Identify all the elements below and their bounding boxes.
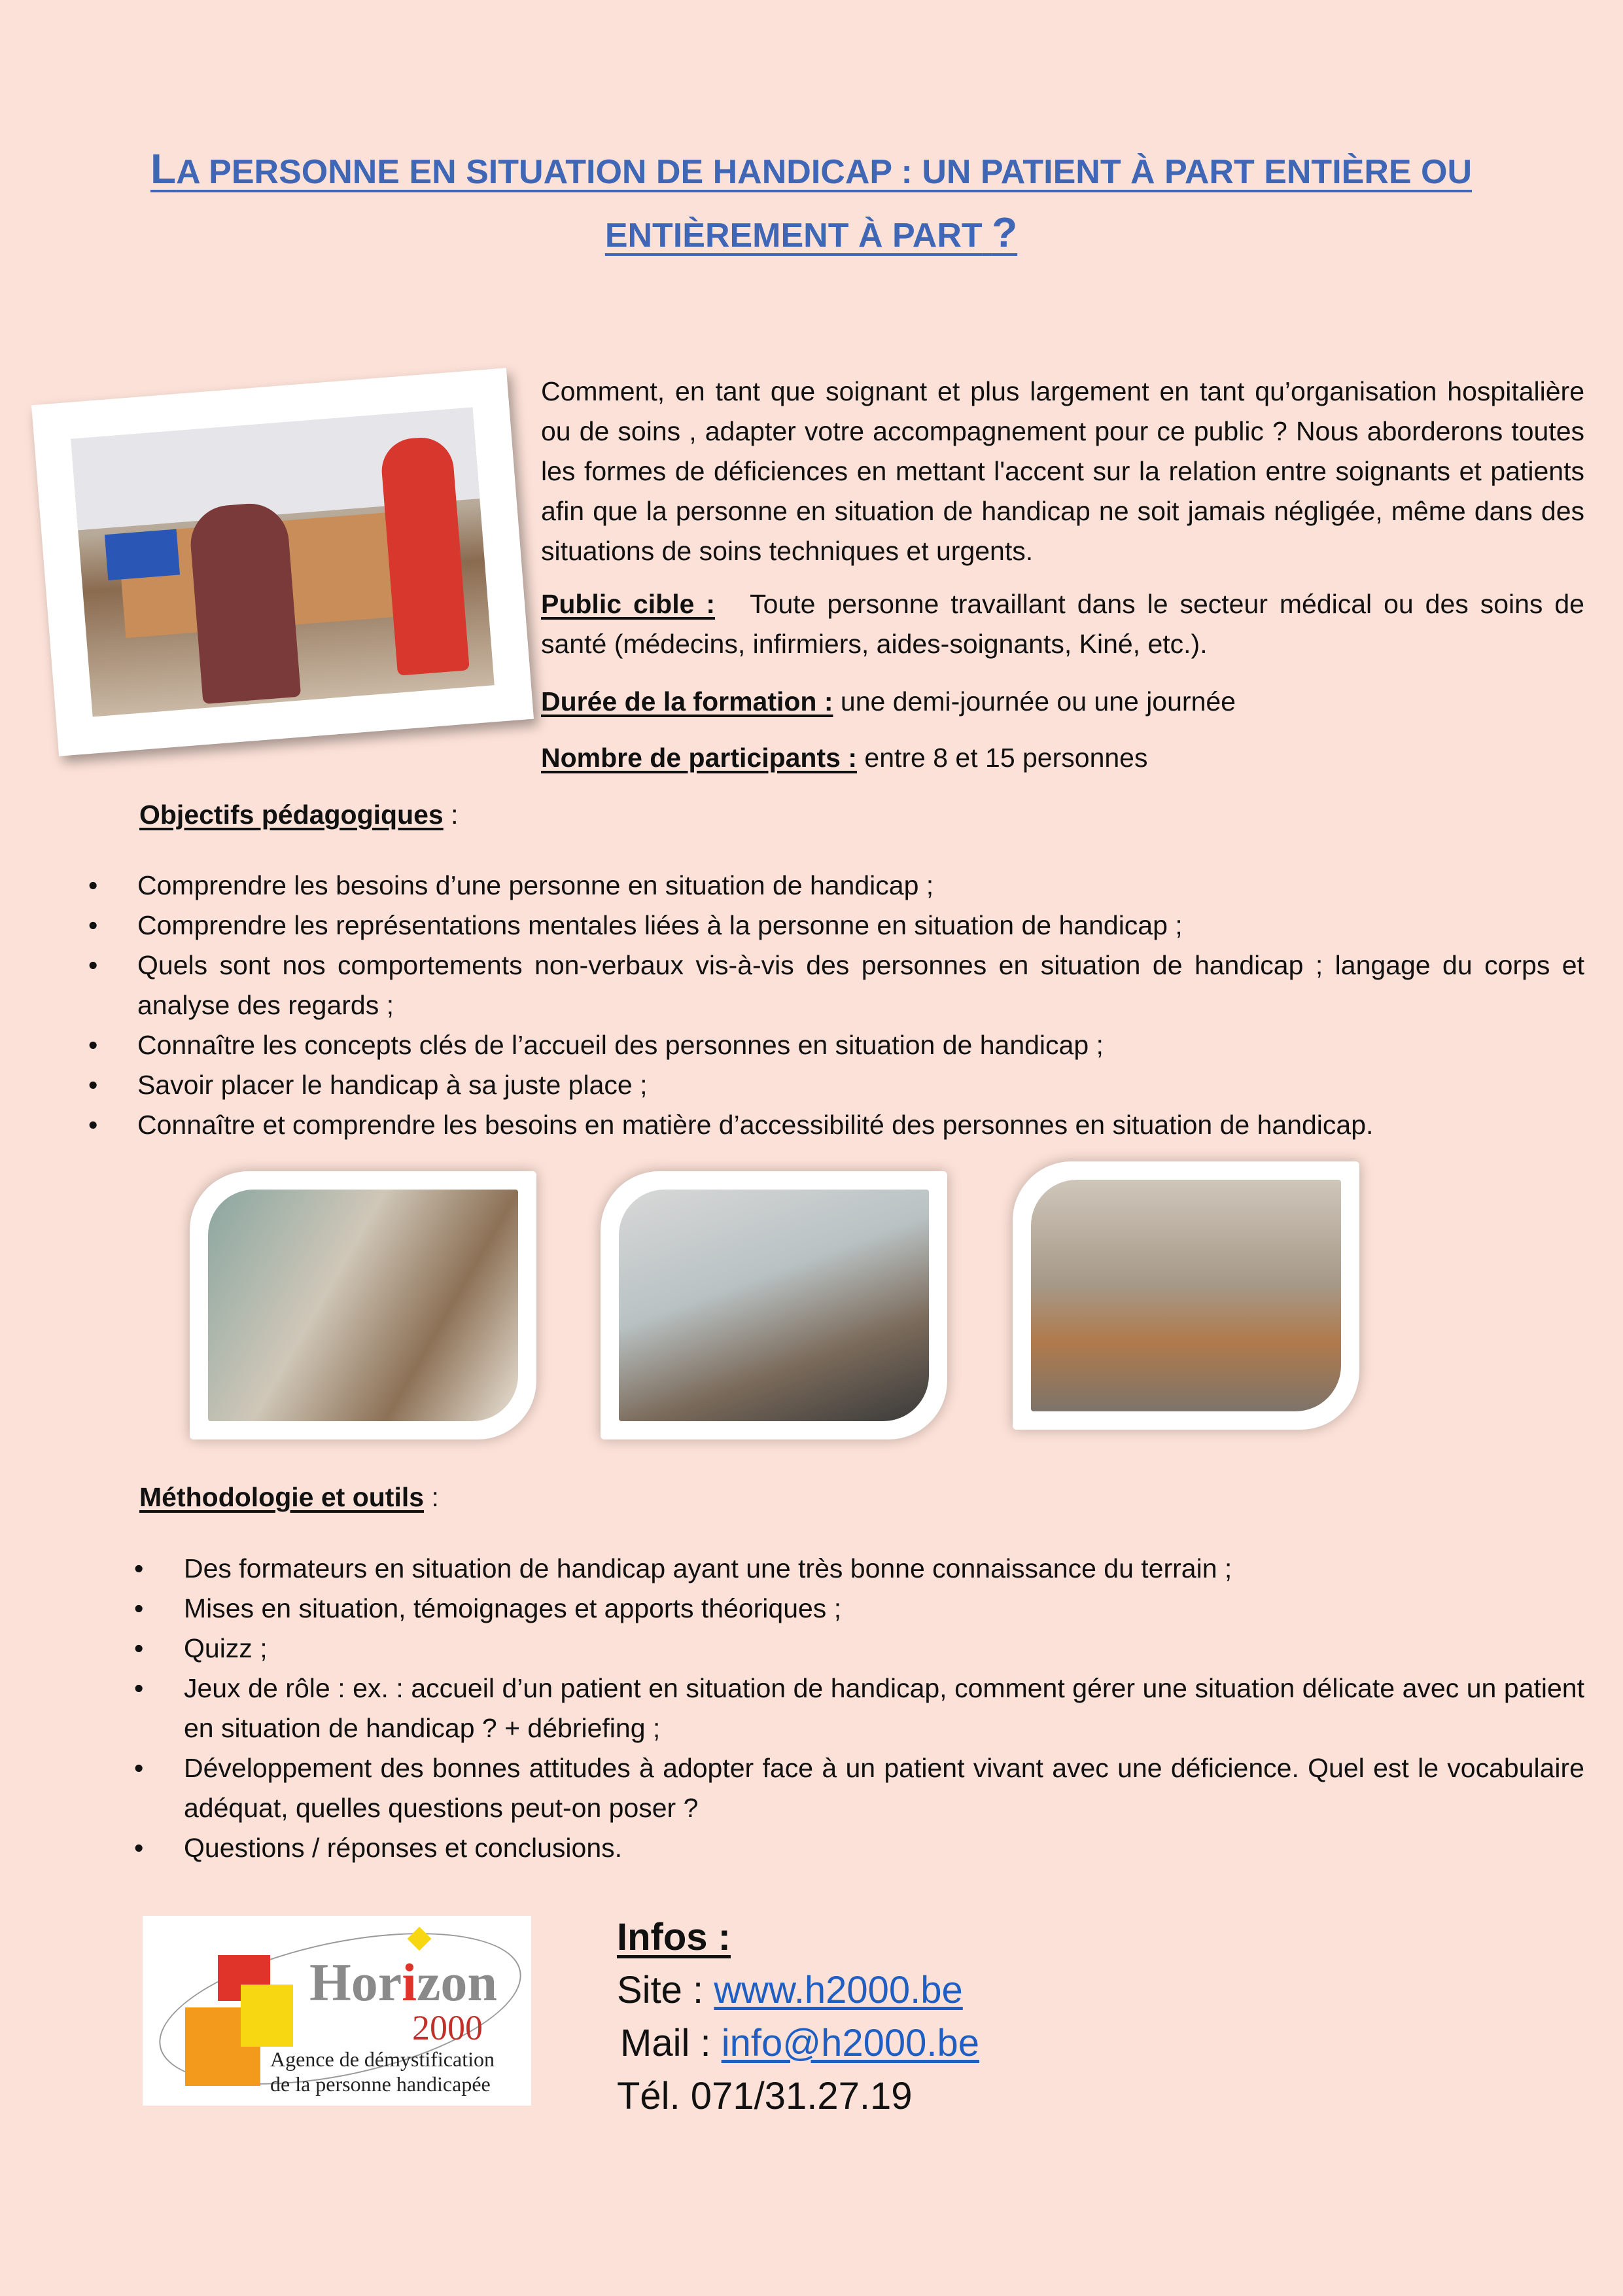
participants-text: entre 8 et 15 personnes xyxy=(864,743,1148,773)
photo-office-group xyxy=(601,1171,947,1439)
logo-square-yellow xyxy=(241,1985,293,2047)
infos-site: Site : www.h2000.be xyxy=(617,1969,963,2011)
list-item: • Jeux de rôle : ex. : accueil d’un patient en situation de handicap, comment gérer une situation délicate avec un patient en situation de handicap ? + débriefing ; xyxy=(134,1673,1584,1743)
horizon-2000-logo xyxy=(143,1916,531,2106)
logo-tagline: Agence de démystification de la personne handicapée xyxy=(270,2047,495,2096)
duree-label: Durée de la formation : xyxy=(541,686,833,716)
public-cible xyxy=(541,584,1584,664)
contact-infos xyxy=(617,1911,979,2123)
title-line-2: ENTIÈREMENT À PART ? xyxy=(604,209,1018,256)
photo-screen xyxy=(105,529,180,580)
list-item: • Savoir placer le handicap à sa juste place ; xyxy=(88,1070,648,1100)
objectifs-list xyxy=(88,866,1584,1145)
participants-label: Nombre de participants : xyxy=(541,743,857,773)
list-item: • Quels sont nos comportements non-verbaux vis-à-vis des personnes en situation de handicap ; langage du corps et analyse des regards ; xyxy=(88,950,1584,1020)
mail-link[interactable]: info@h2000.be xyxy=(721,2022,980,2064)
photo-guiding-exercise-image xyxy=(1031,1180,1341,1411)
logo-name: Horizon xyxy=(309,1952,497,2012)
infos-tel: Tél. 071/31.27.19 xyxy=(617,2075,913,2117)
photo-person-wheelchair xyxy=(188,501,301,704)
list-item: • Connaître les concepts clés de l’accueil des personnes en situation de handicap ; xyxy=(88,1030,1104,1060)
logo-year: 2000 xyxy=(412,2008,483,2047)
public-cible-text: Toute personne travaillant dans le secteur médical ou des soins de santé (médecins, infirmiers, aides-soignants, Kiné, etc.). xyxy=(541,589,1584,659)
list-item: • Connaître et comprendre les besoins en matière d’accessibilité des personnes en situation de handicap. xyxy=(88,1110,1374,1140)
public-cible-label: Public cible : xyxy=(541,589,716,619)
site-link[interactable]: www.h2000.be xyxy=(714,1969,963,2011)
list-item: • Des formateurs en situation de handicap ayant une très bonne connaissance du terrain ; xyxy=(134,1553,1232,1583)
list-item: • Comprendre les représentations mentales liées à la personne en situation de handicap ; xyxy=(88,910,1183,940)
intro-paragraph: Comment, en tant que soignant et plus largement en tant qu’organisation hospitalière ou de soins , adapter votre accompagnement pour ce public ? Nous aborderons toutes les formes de déficiences en mettant l'accent sur la relation entre soignants et patients afin que la personne en situation de handicap ne soit jamais négligée, même dans des situations de soins techniques et urgents. xyxy=(541,376,1584,566)
infos-heading: Infos : xyxy=(617,1916,731,1958)
page-title xyxy=(118,139,1505,266)
list-item: • Mises en situation, témoignages et apports théoriques ; xyxy=(134,1593,842,1623)
photo-office-group-image xyxy=(619,1190,929,1421)
objectifs-heading: Objectifs pédagogiques : xyxy=(139,800,459,830)
duree-text: une demi-journée ou une journée xyxy=(840,686,1236,716)
duree-formation xyxy=(541,682,1584,722)
title-line-1: LA PERSONNE EN SITUATION DE HANDICAP : UN PATIENT À PART ENTIÈRE OU xyxy=(150,145,1473,192)
list-item: • Développement des bonnes attitudes à adopter face à un patient vivant avec une déficience. Quel est le vocabulaire adéquat, quelles questions peut-on poser ? xyxy=(134,1753,1584,1823)
list-item: • Questions / réponses et conclusions. xyxy=(134,1833,623,1863)
methodo-list xyxy=(134,1549,1584,1868)
reception-photo-image xyxy=(71,407,495,716)
reception-photo xyxy=(31,368,534,756)
photo-guiding-exercise xyxy=(1013,1161,1359,1430)
nombre-participants xyxy=(541,738,1584,778)
methodo-heading: Méthodologie et outils : xyxy=(139,1482,439,1512)
infos-mail: Mail : info@h2000.be xyxy=(620,2022,980,2064)
list-item: • Quizz ; xyxy=(134,1633,268,1663)
photo-blindfold-exercise xyxy=(190,1171,536,1439)
photo-blindfold-exercise-image xyxy=(208,1190,518,1421)
list-item: • Comprendre les besoins d’une personne en situation de handicap ; xyxy=(88,870,934,900)
